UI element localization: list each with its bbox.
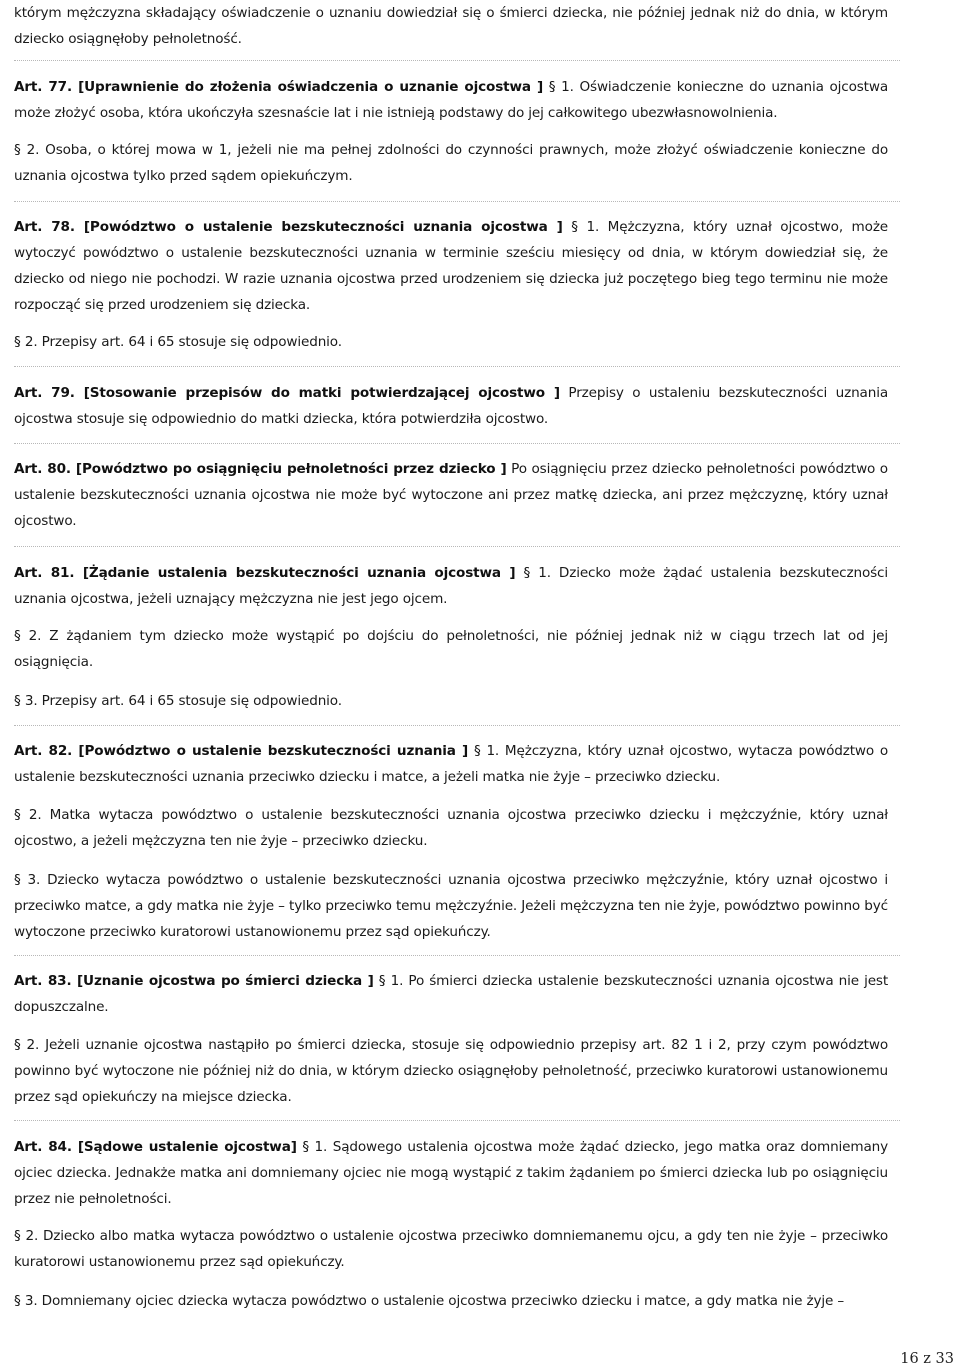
article-81-para-3 [14,688,888,714]
article-81-para-1 [14,560,888,612]
article-83-para-2 [14,1032,888,1110]
section-sign-icon: § [14,872,21,888]
article-divider [14,546,900,547]
article-83-heading: Art. 83. [Uznanie ojcostwa po śmierci dziecka ] [14,973,374,989]
section-sign-icon: § [14,693,21,709]
article-84-para-3 [14,1288,888,1314]
article-79-para-1 [14,380,888,432]
page-number: 16 z 33 [900,1351,954,1367]
article-82-text-3: 3. Dziecko wytacza powództwo o ustalenie bezskuteczności uznania ojcostwa przeciwko mężczyźnie, który uznał ojcostwo i przeciwko matce, a gdy matka nie żyje – tylko przeciwko temu mężczyźnie. Jeżeli mężczyzna ten nie żyje, powództwo powinno być wytoczone przeciwko kuratorowi ustanowionemu przez sąd opiekuńczy. [14,872,889,940]
article-divider [14,201,900,202]
section-sign-icon: § [14,1228,21,1244]
article-83-para-1 [14,968,888,1020]
article-82-text-1: 1. Mężczyzna, który uznał ojcostwo, wytacza powództwo o ustalenie bezskuteczności uznania przeciwko dziecku i matce, a jeżeli matka nie żyje – przeciwko dziecku. [14,743,889,785]
section-sign-icon: § [571,219,578,235]
article-77-text-1: 1. Oświadczenie konieczne do uznania ojcostwa może złożyć osoba, która ukończyła szesnaście lat i nie istnieją podstawy do jej całkowitego ubezwłasnowolnienia. [14,79,889,121]
article-77-text-2: 2. Osoba, o której mowa w 1, jeżeli nie ma pełnej zdolności do czynności prawnych, może złożyć oświadczenie konieczne do uznania ojcostwa tylko przed sądem opiekuńczym. [14,142,888,184]
article-divider [14,725,900,726]
article-82-text-2: 2. Matka wytacza powództwo o ustalenie bezskuteczności uznania ojcostwa przeciwko dziecku i mężczyźnie, który uznał ojcostwo, a jeżeli mężczyzna ten nie żyje – przeciwko dziecku. [14,807,889,849]
article-84-para-1 [14,1134,888,1212]
section-sign-icon: § [523,565,531,581]
article-78-para-1 [14,214,888,318]
article-84-text-3: 3. Domniemany ojciec dziecka wytacza powództwo o ustalenie ojcostwa przeciwko dziecku i matce, a gdy matka nie żyje – [24,1293,844,1309]
article-divider [14,366,900,367]
article-divider [14,1120,900,1121]
article-80-para-1 [14,456,888,534]
article-78-text-2: 2. Przepisy art. 64 i 65 stosuje się odpowiednio. [24,334,342,350]
article-84-para-2 [14,1223,888,1275]
section-sign-icon: § [473,743,481,759]
article-78-heading: Art. 78. [Powództwo o ustalenie bezskuteczności uznania ojcostwa ] [14,219,563,235]
article-78-text-1: 1. Mężczyzna, który uznał ojcostwo, może wytoczyć powództwo o ustalenie bezskuteczności uznania w terminie sześciu miesięcy od dnia, w którym dowiedział się, że dziecko od niego nie pochodzi. W razie uznania ojcostwa przed urodzeniem się dziecka już poczętego bieg tego terminu nie może rozpocząć się przed urodzeniem się dziecka. [14,219,889,313]
section-sign-icon: § [14,628,21,644]
section-sign-icon: § [14,1293,21,1309]
article-81-text-2: 2. Z żądaniem tym dziecko może wystąpić po dojściu do pełnoletności, nie później jednak niż w ciągu trzech lat od jej osiągnięcia. [14,628,888,670]
article-divider [14,443,900,444]
section-sign-icon: § [14,807,21,823]
article-78-para-2 [14,329,888,355]
section-sign-icon: § [548,79,556,95]
article-81-text-3: 3. Przepisy art. 64 i 65 stosuje się odpowiednio. [24,693,342,709]
article-84-text-2: 2. Dziecko albo matka wytacza powództwo o ustalenie ojcostwa przeciwko domniemanemu ojcu, a gdy ten nie żyje – przeciwko kuratorowi ustanowionemu przez sąd opiekuńczy. [14,1228,889,1270]
article-81-heading: Art. 81. [Żądanie ustalenia bezskuteczności uznania ojcostwa ] [14,565,516,581]
article-77-heading: Art. 77. [Uprawnienie do złożenia oświadczenia o uznanie ojcostwa ] [14,79,544,95]
article-82-para-1 [14,738,888,790]
section-sign-icon: § [14,142,21,158]
section-sign-icon: § [302,1139,309,1155]
section-sign-icon: § [14,1037,21,1053]
article-81-para-2 [14,623,888,675]
section-sign-icon: § [14,334,21,350]
intro-paragraph: którym mężczyzna składający oświadczenie o uznaniu dowiedział się o śmierci dziecka, nie później jednak niż do dnia, w którym dziecko osiągnęłoby pełnoletność. [14,5,888,47]
article-79-text-1: Przepisy o ustaleniu bezskuteczności uznania ojcostwa stosuje się odpowiednio do matki dziecka, która potwierdziła ojcostwo. [14,385,888,427]
section-sign-icon: § [378,973,386,989]
article-80-text-1: Po osiągnięciu przez dziecko pełnoletności powództwo o ustalenie bezskuteczności uznania ojcostwa nie może być wytoczone ani przez matkę dziecka, ani przez mężczyznę, który uznał ojcostwo. [14,461,888,529]
article-77-para-2 [14,137,888,189]
article-81-text-1: 1. Dziecko może żądać ustalenia bezskuteczności uznania ojcostwa, jeżeli uznający mężczyzna nie jest jego ojcem. [14,565,888,607]
article-82-heading: Art. 82. [Powództwo o ustalenie bezskuteczności uznania ] [14,743,469,759]
article-80-heading: Art. 80. [Powództwo po osiągnięciu pełnoletności przez dziecko ] [14,461,507,477]
article-82-para-3 [14,867,888,945]
article-79-heading: Art. 79. [Stosowanie przepisów do matki potwierdzającej ojcostwo ] [14,385,560,401]
article-divider [14,955,900,956]
article-divider [14,60,900,61]
article-83-text-2: 2. Jeżeli uznanie ojcostwa nastąpiło po śmierci dziecka, stosuje się odpowiednio przepisy art. 82 1 i 2, przy czym powództwo powinno być wytoczone nie później niż do dnia, w którym dziecko osiągnęłoby pełnoletność, przeciwko kuratorowi ustanowionemu przez sąd opiekuńczy na miejsce dziecka. [14,1037,888,1105]
article-83-text-1: 1. Po śmierci dziecka ustalenie bezskuteczności uznania ojcostwa nie jest dopuszczalne. [14,973,889,1015]
article-82-para-2 [14,802,888,854]
article-84-heading: Art. 84. [Sądowe ustalenie ojcostwa] [14,1139,297,1155]
article-84-text-1: 1. Sądowego ustalenia ojcostwa może żądać dziecko, jego matka oraz domniemany ojciec dziecka. Jednakże matka ani domniemany ojciec nie mogą wystąpić z takim żądaniem po śmierci dziecka lub po osiągnięciu przez nie pełnoletności. [14,1139,889,1207]
article-77-para-1 [14,74,888,126]
